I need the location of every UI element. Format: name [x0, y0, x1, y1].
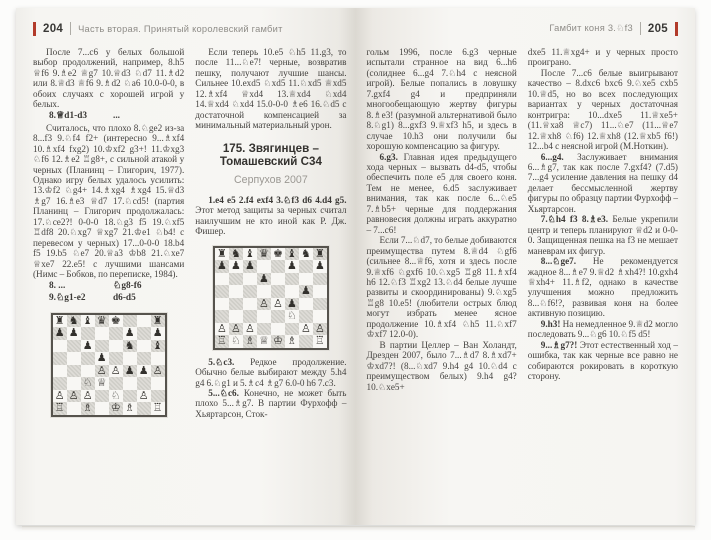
board-square: ♜	[313, 248, 327, 261]
board-square	[257, 285, 271, 298]
board-square: ♛	[95, 315, 109, 328]
board-square: ♟	[151, 327, 165, 340]
running-head-left	[33, 21, 347, 36]
board-square: ♟	[215, 260, 229, 273]
board-square	[243, 273, 257, 286]
paragraph	[367, 340, 517, 392]
board-square	[151, 390, 165, 403]
board-square: ♖	[53, 402, 67, 415]
board-square: ♙	[271, 298, 285, 311]
paragraph-text: Главная идея предыдущего хода черных – вызвать d4-d5, чтобы обеспечить поле e5 для своего коня. Тем не менее, 6.d5 заслуживает внимания, так как после 6...♘e5 7.♗b5+ черные для поддержания равновесия должны играть аккуратно – 7...c6!	[366, 151, 517, 235]
move-lead: 5...♘c6.	[208, 387, 239, 398]
board-square	[137, 340, 151, 353]
board-square: ♗	[123, 402, 137, 415]
board-square: ♗	[81, 402, 95, 415]
board-square	[271, 310, 285, 323]
move-lead: 7.♘h4 f3 8.♗e3.	[540, 214, 609, 225]
paragraph	[367, 152, 517, 236]
board-square	[123, 377, 137, 390]
page-number: 204	[43, 22, 64, 35]
board-square	[257, 260, 271, 273]
running-head-right	[367, 21, 679, 36]
board-square: ♙	[299, 323, 313, 336]
board-square: ♖	[151, 402, 165, 415]
board-square: ♟	[285, 298, 299, 311]
board-square	[299, 335, 313, 348]
board-square	[137, 352, 151, 365]
board-square	[53, 365, 67, 378]
board-square	[299, 273, 313, 286]
board-square	[229, 298, 243, 311]
page-number: 205	[647, 22, 668, 35]
board-square: ♞	[67, 315, 81, 328]
paragraph	[195, 357, 346, 388]
board-square	[271, 260, 285, 273]
paragraph	[528, 256, 678, 319]
board-square: ♙	[67, 390, 81, 403]
board-square	[95, 327, 109, 340]
board-square	[285, 323, 299, 336]
board-square: ♟	[243, 260, 257, 273]
board-square	[67, 352, 81, 365]
board-square: ♕	[257, 335, 271, 348]
paragraph-text: После 7...c6 у белых большой выбор продолжений, например, 8.h5 ♕f6 9.♗e2 ♕g7 10.♕d3 ♘d7 11.♗d2 или 8.♕d3 ♕f6 9.♗d2 ♘a6 10.0-0-0, в обоих случаях с хорошей игрой у белых.	[33, 47, 185, 110]
paragraph	[195, 388, 346, 419]
board-square	[123, 352, 137, 365]
board-square	[229, 285, 243, 298]
board-square	[229, 310, 243, 323]
board-square	[243, 298, 257, 311]
board-square	[215, 273, 229, 286]
board-square: ♞	[229, 248, 243, 261]
game-heading-line2: Томашевский C34	[219, 155, 322, 169]
board-square: ♘	[81, 377, 95, 390]
page-right	[356, 8, 696, 525]
header-divider	[640, 22, 641, 35]
board-square	[151, 352, 165, 365]
move-lead: 6.g3.	[379, 151, 398, 162]
chapter-title: Гамбит коня 3.♘f3	[549, 23, 633, 33]
board-square: ♞	[299, 248, 313, 261]
board-square	[137, 377, 151, 390]
paragraph	[367, 235, 517, 340]
board-square: ♙	[257, 298, 271, 311]
white-move: 8.♕d1-d3	[49, 110, 88, 121]
board-square	[243, 310, 257, 323]
board-square	[285, 285, 299, 298]
board-square	[285, 273, 299, 286]
move-line	[33, 293, 184, 304]
board-square	[67, 340, 81, 353]
column-2	[195, 47, 346, 424]
board-square: ♟	[67, 327, 81, 340]
board-square: ♘	[229, 335, 243, 348]
paragraph	[33, 47, 184, 110]
board-square	[109, 377, 123, 390]
paragraph-text: dxe5 11.♕xg4+ и у черных просто проиграно.	[527, 47, 678, 68]
paragraph-text: Не рекомендуется жадное 8...♗e7 9.♕d2 ♗xh4?! 10.gxh4 ♕xh4+ 11.♗f2, однако в качестве улучшения можно предложить 8...♘f6!?, развивая коня на более активную позицию.	[527, 256, 678, 319]
paragraph-text: Если теперь 10.e5 ♘h5 11.g3, то после 11...♘e7! черные, возвратив пешку, получают лучшие шансы. Сильнее 10.exd5 ♘xd5 11.♘xd5 ♕xd5 12.♗xf4 ♕xd4 13.♕xd4 ♘xd4 14.♕xd4 ♘xd4 15.0-0-0 ♗e6 16.♘d5 с достаточной компенсацией за минимальный материальный урон.	[195, 47, 347, 131]
board-square: ♝	[285, 248, 299, 261]
paragraph	[367, 47, 517, 152]
paragraph-text: Заслуживает внимания 6...♗g7, так как после 7.gxf4? (7.d5) 7...g4 усиление давления на пешку d4 делает бессмысленной жертву фигуры по образцу партии Фурхофф – Хьяртарсон.	[527, 151, 678, 214]
board-square: ♙	[229, 323, 243, 336]
board-square	[271, 273, 285, 286]
board-square	[137, 315, 151, 328]
board-square	[95, 390, 109, 403]
board-square: ♙	[215, 323, 229, 336]
paragraph-text: Считалось, что плохо 8.♘ge2 из-за 8...f3 9.♘f4 f2+ (интересно 9...♗xf4 10.♗xf4 fxg2) 10.♔xf2 g3+! 11.♔xg3 ♘f6 12.♗e2 ♖g8+, с сильной атакой у черных (Планинц – Глигорич, 1977). Однако игру белых удалось усилить: 13.♔f2 ♘g4+ 14.♗xg4 ♗xg4 15.♕d3 ♗g7 16.♗e3 ♕d7 17.♘cd5! (партия Планинц – Глигорич продолжалась: 17.♘ce2?! 0-0-0 18.♘g3 f5 19.♘xf5 ♖df8 20.♘xg7 ♕xg7 21.♔e1 ♘b4! с перевесом у черных) 17...0-0-0 18.b4 f5 19.b5 ♘e7 20.♕a3 ♔b8 21.♘xe7 ♕xe7 22.e5! с лучшими шансами (Нимс – Бобков, по переписке, 1984).	[33, 122, 185, 280]
board-square	[271, 323, 285, 336]
board-square: ♟	[299, 285, 313, 298]
board-square: ♙	[313, 323, 327, 336]
column-2	[528, 47, 678, 392]
board-square: ♟	[229, 260, 243, 273]
board-square: ♚	[109, 315, 123, 328]
paragraph-text: Этот метод защиты за черных считал наилучшим не кто иной как Р. Дж. Фишер.	[195, 205, 347, 237]
board-square	[123, 315, 137, 328]
board-square	[81, 352, 95, 365]
paragraph-text: После 7...c6 белые выигрывают качество – 8.dxc6 bxc6 9.♘xe5 cxb5 10.♕d5, но во всех последующих вариантах у черных достаточная контригра: 10...dxe5 11.♕xe5+ (11.♕xa8 ♕c7) 11...♘e7 (11...♕e7 12.♕xh8 ♘f6) 12.♕xh8 (12.♕xb5 f6!) 12...b4 с неясной игрой (М.Ноткин).	[527, 67, 678, 152]
board-square: ♝	[151, 340, 165, 353]
board-square: ♚	[271, 248, 285, 261]
board-square: ♙	[243, 323, 257, 336]
board-square	[257, 323, 271, 336]
paragraph	[33, 123, 184, 280]
paragraph-text: В партии Целлер – Ван Холандт, Дрезден 2007, было 7...♗d7 8.♗xd7+ ♔xd7?! (8...♘xd7 9.h4 g4 10.♘d4 с преимуществом белых) 9.h4 g4? 10.♘xe5+	[366, 339, 517, 392]
chess-diagram-after-4-g5	[213, 246, 329, 350]
paragraph	[528, 340, 678, 382]
board-square	[123, 390, 137, 403]
board-square: ♘	[109, 390, 123, 403]
board-square: ♝	[243, 248, 257, 261]
board-square	[67, 365, 81, 378]
board-square: ♞	[123, 340, 137, 353]
board-square	[299, 298, 313, 311]
black-move: ...	[113, 110, 120, 121]
paragraph-text: На немедленное 9.♕d2 могло последовать 9...♘g6 10.♘f5 d5!	[527, 318, 678, 340]
paragraph-text: гольм 1996, после 6.g3 черные испытали странное на вид 6...h6 (солиднее 6...g4 7.♘h4 с неясной игрой). Белые попались в ловушку 7.gxf4 g4 и предприняли многообещающую жертву фигуры 8.♗e3! (разумной альтернативой было 8.♘g1) 8...gxf3 9.♕xf3 h5, и здесь в случае 10.h3 они получили бы хорошую компенсацию за фигуру.	[366, 47, 517, 152]
board-square	[137, 327, 151, 340]
board-square	[81, 365, 95, 378]
board-square: ♛	[257, 248, 271, 261]
page-left	[16, 8, 356, 525]
game-heading-line1: 175. Звягинцев –	[222, 141, 319, 155]
board-square: ♟	[53, 327, 67, 340]
paragraph-text: Этот естественный ход – ошибка, так как черные все равно не собираются рокировать в короткую сторону.	[527, 339, 678, 382]
board-square	[109, 352, 123, 365]
board-square: ♙	[95, 365, 109, 378]
board-square	[313, 285, 327, 298]
board-square: ♔	[109, 402, 123, 415]
board-square: ♔	[271, 335, 285, 348]
board-square: ♟	[285, 260, 299, 273]
black-move: ♘g8-f6	[113, 280, 142, 291]
board-square: ♘	[285, 310, 299, 323]
board-square: ♟	[313, 260, 327, 273]
chapter-title: Часть вторая. Принятый королевский гамбит	[78, 23, 283, 34]
board-square	[215, 298, 229, 311]
board-square	[67, 402, 81, 415]
board-square: ♙	[109, 365, 123, 378]
board-square	[313, 298, 327, 311]
board-square: ♕	[95, 377, 109, 390]
paragraph-text: Если 7...♘d7, то белые добиваются преимущества путем 8.♕d4 ♘gf6 (сильнее 8...♕f6, хотя и здесь после 9.♕xf6 ♘gxf6 10.♘xg5 ♖g8 11.♗xf4 h6 12.♘f3 ♖xg2 13.♘d4 белые лучше развиты и скоординированы) 9.♘xg5 ♖g8 10.e5! (любители острых блюд могут избрать менее ясное продолжение 10.♗xf4 ♘h5 11.♘xf7 ♔xf7 12.0-0).	[366, 235, 517, 340]
board-square	[81, 327, 95, 340]
board-square: ♗	[243, 335, 257, 348]
white-move: 8. ...	[49, 280, 66, 291]
column-1	[33, 47, 184, 424]
paragraph-text: Белые укрепили центр и теперь планируют ♕d2 и 0-0-0. Защищенная пешка на f3 не мешает маневрам их фигур.	[527, 214, 678, 256]
board-square: ♖	[313, 335, 327, 348]
board-square	[53, 352, 67, 365]
move-lead: 6...g4.	[540, 151, 564, 162]
board-square: ♟	[123, 365, 137, 378]
board-square: ♜	[53, 315, 67, 328]
black-move: d6-d5	[113, 292, 136, 303]
paragraph-text: Конечно, не может быть плохо 5...♗g7. В партии Фурхофф – Хьяртарсон, Сток-	[195, 387, 347, 419]
board-square: ♝	[81, 315, 95, 328]
paragraph	[528, 319, 678, 340]
board-square: ♙	[137, 390, 151, 403]
board-square: ♙	[151, 365, 165, 378]
game-subtitle: Серпухов 2007	[234, 173, 308, 186]
move-lead: 9.h3!	[540, 318, 561, 329]
move-lead: 5.♘c3.	[208, 356, 235, 367]
board-square	[313, 273, 327, 286]
board-square: ♙	[81, 390, 95, 403]
board-square	[53, 340, 67, 353]
board-square	[229, 273, 243, 286]
board-square	[215, 310, 229, 323]
paragraph	[528, 47, 678, 68]
red-accent-bar	[33, 22, 36, 36]
board-square	[299, 260, 313, 273]
board-square: ♟	[81, 340, 95, 353]
board-square	[109, 340, 123, 353]
board-square	[215, 285, 229, 298]
board-square	[271, 285, 285, 298]
board-square	[53, 377, 67, 390]
board-square: ♙	[53, 390, 67, 403]
paragraph	[528, 152, 678, 215]
move-lead: 9...♗g7?!	[540, 339, 578, 350]
paragraph-text: Редкое продолжение. Обычно белые выбирают между 5.h4 g4 6.♘g1 и 5.♗c4 ♗g7 6.0-0 h6 7.c3.	[195, 356, 347, 388]
board-square: ♟	[257, 273, 271, 286]
game-heading	[197, 142, 344, 169]
board-square: ♜	[215, 248, 229, 261]
move-line	[33, 111, 184, 122]
paragraph	[195, 195, 346, 237]
red-accent-bar	[675, 22, 678, 36]
board-square: ♜	[151, 315, 165, 328]
board-square	[95, 340, 109, 353]
board-square	[137, 402, 151, 415]
white-move: 9.♘g1-e2	[49, 292, 86, 303]
board-square	[95, 402, 109, 415]
board-square: ♖	[215, 335, 229, 348]
move-lead: 8...♘ge7.	[540, 256, 577, 267]
book-spread	[16, 8, 695, 525]
chess-diagram-after-9-d5	[51, 313, 167, 417]
move-line	[33, 281, 184, 292]
board-square	[257, 310, 271, 323]
column-1	[367, 47, 517, 392]
paragraph	[195, 47, 346, 131]
paragraph	[528, 214, 678, 256]
board-square: ♗	[285, 335, 299, 348]
board-square	[109, 327, 123, 340]
paragraph	[528, 68, 678, 152]
board-square	[243, 285, 257, 298]
move-lead: 1.e4 e5 2.f4 exf4 3.♘f3 d6 4.d4 g5.	[208, 194, 347, 205]
board-square: ♟	[95, 352, 109, 365]
board-square	[299, 310, 313, 323]
board-square	[67, 377, 81, 390]
board-square	[151, 377, 165, 390]
board-square: ♟	[137, 365, 151, 378]
board-square: ♟	[123, 327, 137, 340]
board-square	[313, 310, 327, 323]
header-divider	[70, 22, 71, 35]
